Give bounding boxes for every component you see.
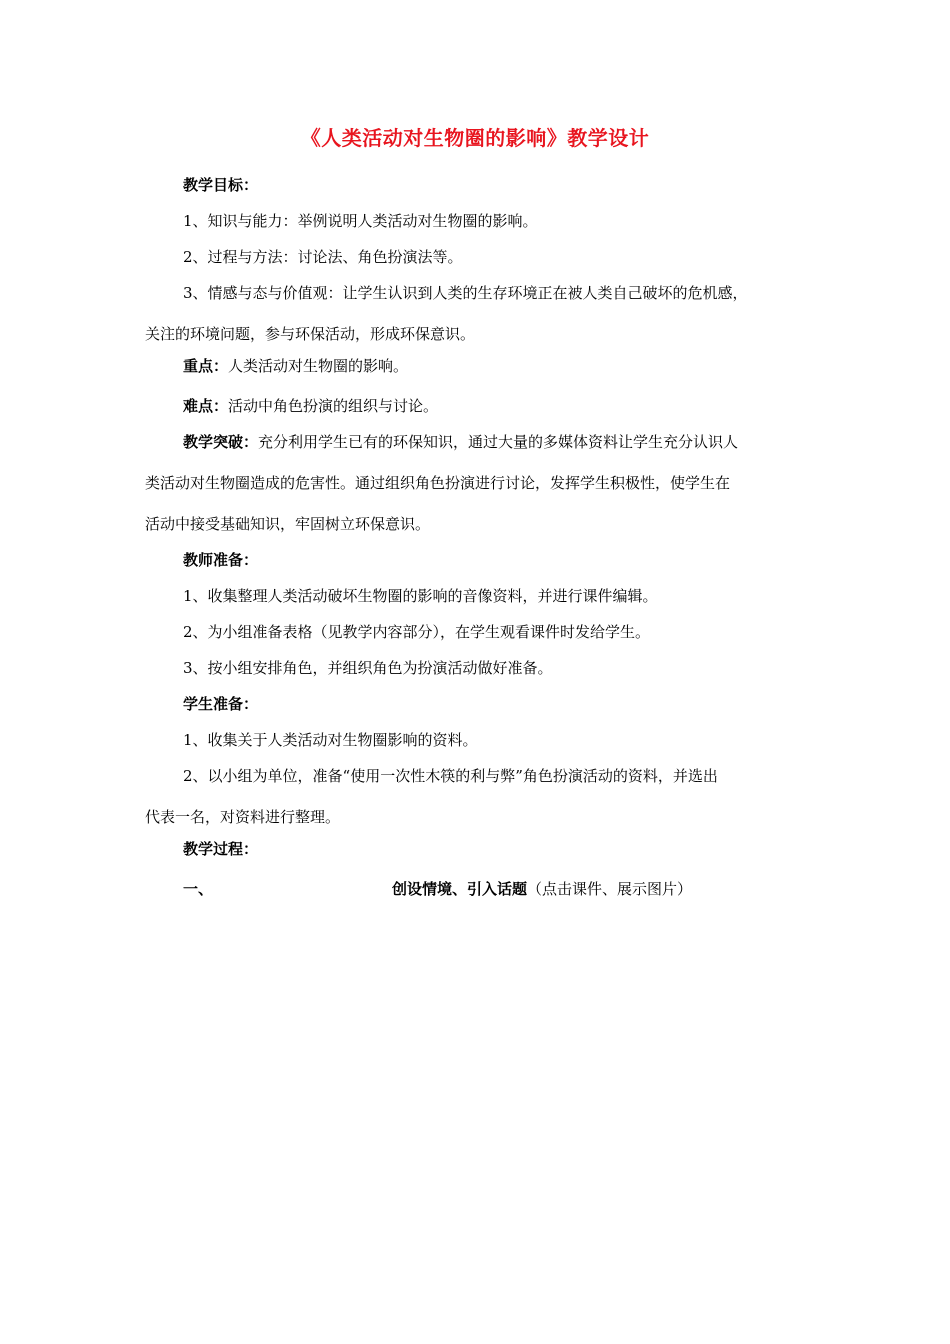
process-heading: 教学过程： bbox=[183, 840, 259, 858]
teacher-prep-heading: 教师准备： bbox=[183, 551, 259, 569]
teacher-prep-item-3: 3、按小组安排角色，并组织角色为扮演活动做好准备。 bbox=[183, 659, 553, 677]
student-prep-item-2: 2、以小组为单位，准备“使用一次性木筷的利与弊”角色扮演活动的资料，并选出 bbox=[183, 767, 718, 785]
difficulty-text: 活动中角色扮演的组织与讨论。 bbox=[228, 397, 439, 415]
section-number: 一、 bbox=[183, 880, 214, 898]
goal-item-3: 3、情感与态与价值观：让学生认识到人类的生存环境正在被人类自己破坏的危机感， bbox=[183, 284, 748, 302]
key-point-text: 人类活动对生物圈的影响。 bbox=[228, 357, 409, 375]
teacher-prep-item-2: 2、为小组准备表格（见教学内容部分），在学生观看课件时发给学生。 bbox=[183, 623, 651, 641]
goal-item-3-continued: 关注的环境问题，参与环保活动，形成环保意识。 bbox=[145, 325, 476, 343]
goals-heading: 教学目标： bbox=[183, 176, 259, 194]
student-prep-heading: 学生准备： bbox=[183, 695, 259, 713]
breakthrough-label: 教学突破： bbox=[183, 433, 259, 451]
student-prep-item-1: 1、收集关于人类活动对生物圈影响的资料。 bbox=[183, 731, 478, 749]
key-point bbox=[183, 356, 408, 376]
document-title: 《人类活动对生物圈的影响》教学设计 bbox=[300, 126, 650, 150]
key-point-label: 重点： bbox=[183, 357, 229, 375]
difficulty bbox=[183, 396, 438, 416]
breakthrough-line-3: 活动中接受基础知识，牢固树立环保意识。 bbox=[145, 515, 431, 533]
section-title-note: （点击课件、展示图片） bbox=[527, 880, 693, 898]
goal-item-1: 1、知识与能力：举例说明人类活动对生物圈的影响。 bbox=[183, 212, 538, 230]
section-title bbox=[392, 878, 692, 899]
student-prep-item-2-continued: 代表一名，对资料进行整理。 bbox=[145, 808, 341, 826]
goal-item-2: 2、过程与方法：讨论法、角色扮演法等。 bbox=[183, 248, 463, 266]
breakthrough-text-1: 充分利用学生已有的环保知识，通过大量的多媒体资料让学生充分认识人 bbox=[258, 433, 739, 451]
teacher-prep-item-1: 1、收集整理人类活动破坏生物圈的影响的音像资料，并进行课件编辑。 bbox=[183, 587, 658, 605]
breakthrough-line-2: 类活动对生物圈造成的危害性。通过组织角色扮演进行讨论，发挥学生积极性，使学生在 bbox=[145, 474, 731, 492]
difficulty-label: 难点： bbox=[183, 397, 229, 415]
section-title-text: 创设情境、引入话题 bbox=[392, 880, 528, 898]
breakthrough-line-1 bbox=[183, 432, 738, 452]
